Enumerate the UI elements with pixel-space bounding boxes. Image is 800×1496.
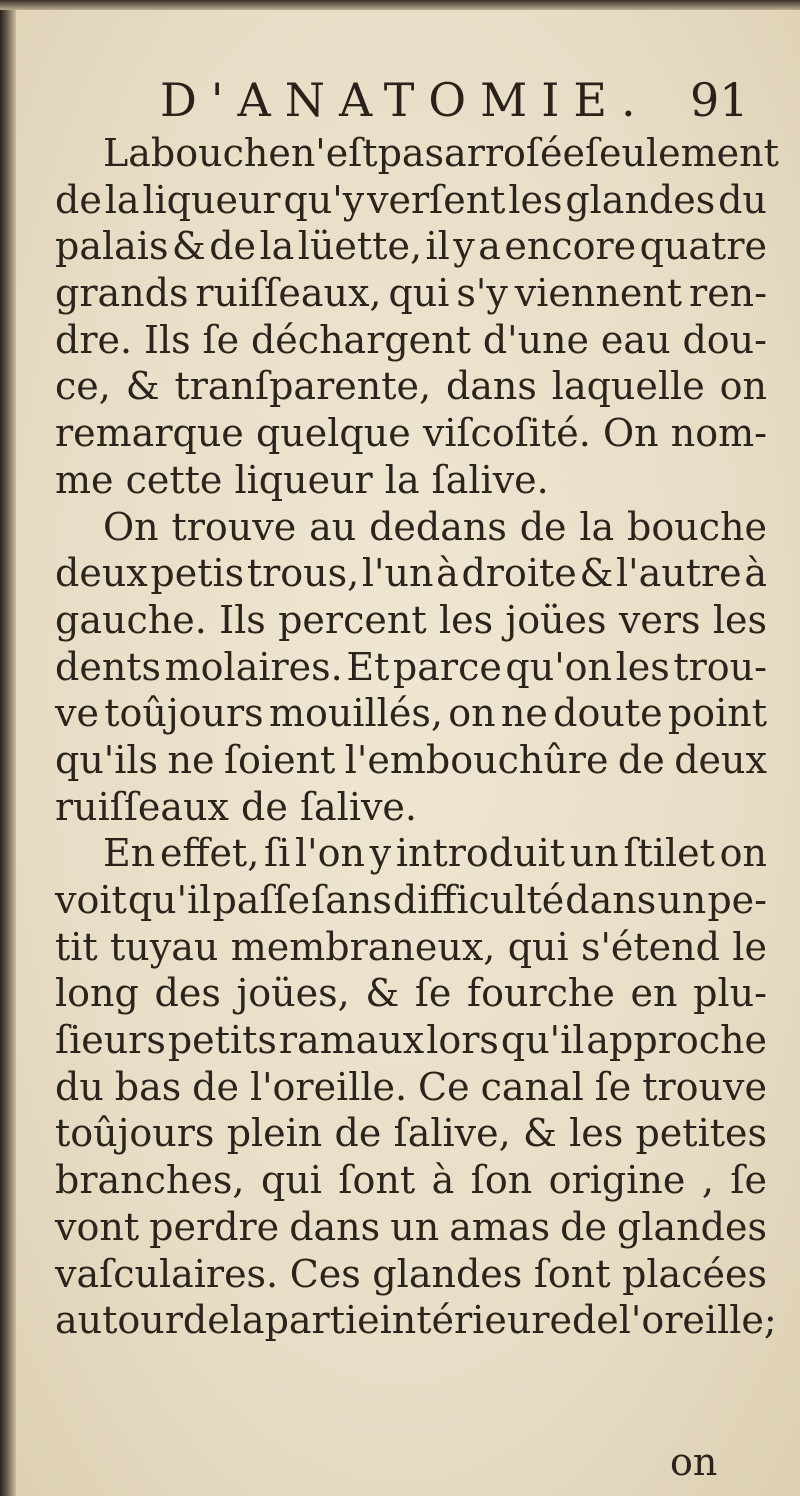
text-line: On trouve au dedans de la bouche — [103, 504, 767, 549]
text-line: ruiſſeaux de ſalive. — [55, 784, 418, 829]
catchword: on — [670, 1440, 718, 1484]
text-line: deux petis trous, l'un à droite & l'autre à — [55, 551, 767, 596]
page-number: 91 — [690, 73, 749, 127]
page-header — [0, 70, 800, 130]
text-line: La bouche n'eſt pas arroſée ſeulement — [103, 131, 779, 175]
page-gutter-shadow — [0, 0, 16, 1496]
text-line: remarque quelque viſcoſité. On nom- — [55, 411, 767, 456]
text-line: vaſculaires. Ces glandes ſont placées — [55, 1251, 767, 1296]
text-line: me cette liqueur la ſalive. — [55, 457, 549, 502]
text-line: long des joües, & ſe fourche en plu- — [55, 971, 767, 1016]
text-line: autour de la partie intérieure de l'oreille; — [55, 1298, 777, 1343]
text-line: toûjours plein de ſalive, & les petites — [55, 1111, 767, 1156]
body-text — [55, 130, 779, 1344]
text-line: ve toûjours mouillés, on ne doute point — [55, 691, 767, 736]
text-line: dre. Ils ſe déchargent d'une eau dou- — [55, 317, 767, 362]
page-top-shadow — [0, 0, 800, 10]
text-line: qu'ils ne ſoient l'embouchûre de deux — [55, 737, 767, 782]
text-line: voit qu'il paſſe ſans difficulté dans un pe- — [55, 878, 767, 922]
text-line: du bas de l'oreille. Ce canal ſe trouve — [55, 1064, 767, 1109]
text-line: palais & de la lüette, il y a encore quatre — [55, 224, 767, 269]
text-line: vont perdre dans un amas de glandes — [55, 1204, 767, 1249]
text-line: ce, & tranſparente, dans laquelle on — [55, 364, 767, 409]
text-line: ſieurs petits ramaux lors qu'il approche — [55, 1018, 767, 1063]
text-line: grands ruiſſeaux, qui s'y viennent ren- — [55, 271, 767, 316]
text-line: de la liqueur qu'y verſent les glandes du — [55, 177, 767, 222]
running-title: D'ANATOMIE. — [160, 73, 650, 127]
text-line: branches, qui ſont à ſon origine , ſe — [55, 1158, 767, 1203]
text-line: En effet, ſi l'on y introduit un ſtilet on — [103, 831, 767, 876]
text-line: dents molaires. Et parce qu'on les trou- — [55, 644, 767, 689]
text-line: tit tuyau membraneux, qui s'étend le — [55, 924, 767, 969]
text-line: gauche. Ils percent les joües vers les — [55, 597, 767, 642]
